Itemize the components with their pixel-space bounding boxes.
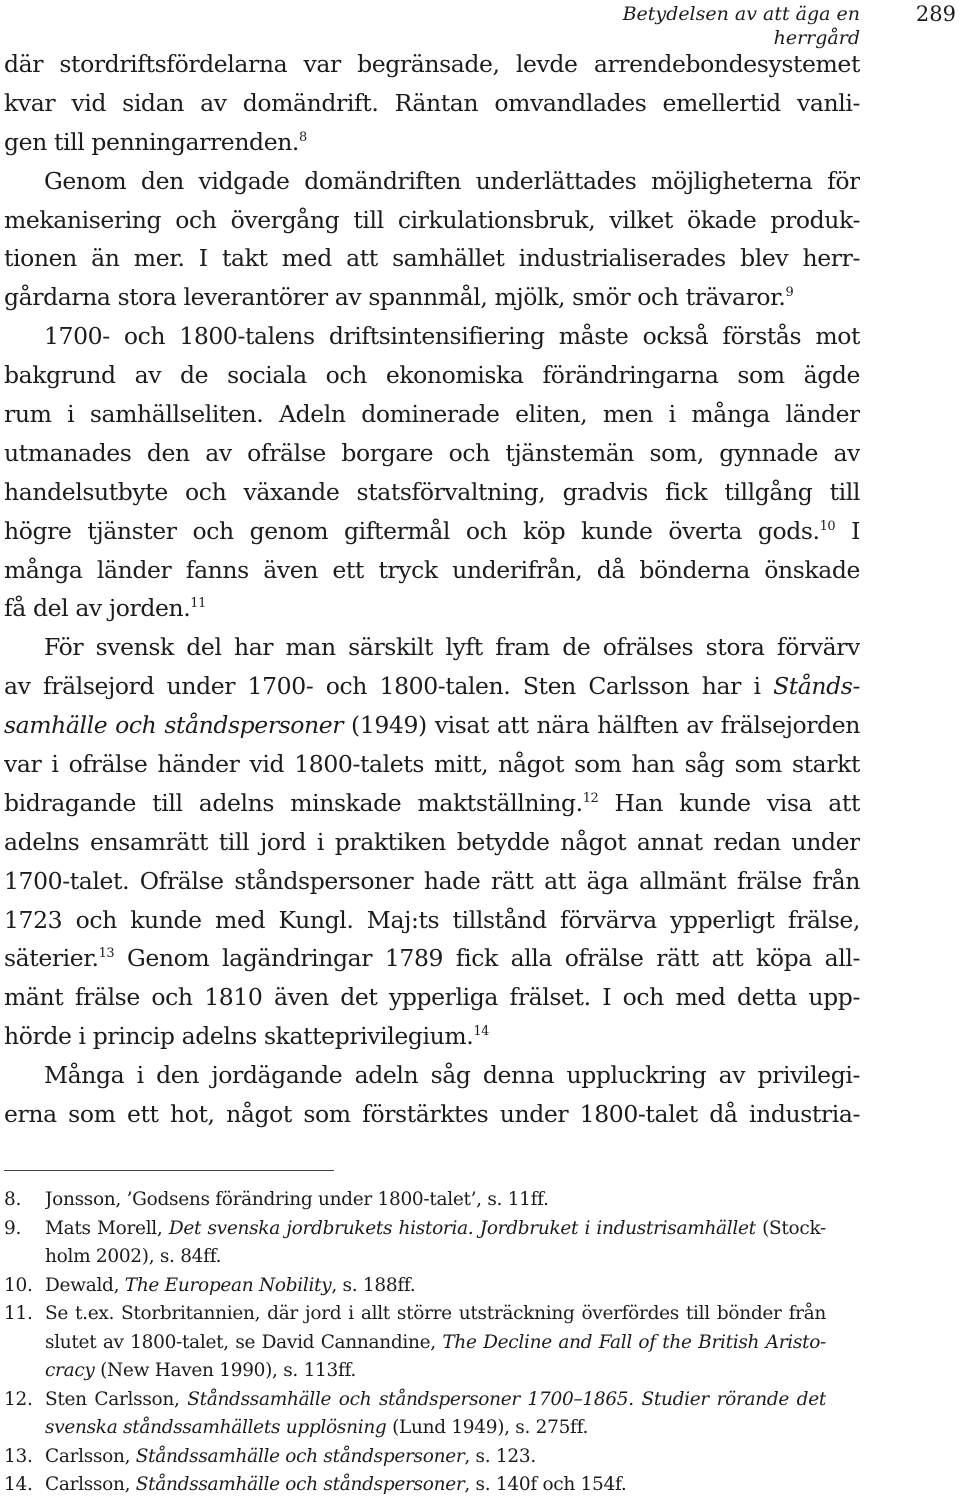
body-line: erna som ett hot, något som förstärktes under 1800-talet då industria- <box>4 1100 860 1129</box>
body-line: samhälle och ståndspersoner (1949) visat att nära hälften av frälsejorden <box>4 711 860 740</box>
body-line: hörde i princip adelns skatteprivilegium.$^{14}$ <box>4 1022 489 1051</box>
footnote-9 <box>4 1215 826 1272</box>
footnote-number: 12. <box>4 1388 33 1410</box>
footnote-12 <box>4 1386 826 1443</box>
body-line: var i ofrälse händer vid 1800-talets mitt, något som han såg som starkt <box>4 750 860 779</box>
body-line: högre tjänster och genom giftermål och köp kunde överta gods.$^{10}$ I <box>4 516 860 545</box>
body-line: adelns ensamrätt till jord i praktiken betydde något annat redan under <box>4 827 860 856</box>
footnote-ref: 14 <box>473 1024 489 1040</box>
footnote-line: Sten Carlsson, Ståndssamhälle och ståndspersoner 1700–1865. Studier rörande det <box>45 1388 826 1410</box>
body-line: gen till penningarrenden.$^8$ <box>4 127 307 156</box>
book-title: samhälle och ståndspersoner <box>4 711 344 740</box>
body-line: 1700- och 1800-talens driftsintensifiering måste också förstås mot <box>44 322 860 351</box>
footnote-14 <box>4 1471 826 1500</box>
body-line: Många i den jordägande adeln såg denna uppluckring av privilegi- <box>44 1061 860 1090</box>
footnote-ref: 10 <box>819 518 836 534</box>
footnote-line: Dewald, The European Nobility, s. 188ff. <box>45 1274 416 1296</box>
footnote-number: 9. <box>4 1217 22 1239</box>
footnote-number: 11. <box>4 1303 33 1324</box>
footnote-ref: 11 <box>190 596 206 612</box>
footnote-number: 10. <box>4 1274 33 1296</box>
body-line: Genom den vidgade domändriften underlättades möjligheterna för <box>44 166 860 195</box>
footnote-separator <box>4 1170 334 1171</box>
footnote-ref: 9 <box>785 285 794 301</box>
footnote-13 <box>4 1443 826 1472</box>
body-line: handelsutbyte och växande statsförvaltning, gradvis fick tillgång till <box>4 477 860 506</box>
footnote-line: Jonsson, ’Godsens förändring under 1800-talet’, s. 11ff. <box>45 1189 549 1210</box>
book-title: Stånds- <box>773 672 860 701</box>
body-line: mekanisering och övergång till cirkulationsbruk, vilket ökade produk- <box>4 205 860 234</box>
footnote-ref: 8 <box>299 129 307 145</box>
body-line: tionen än mer. I takt med att samhället industrialiserades blev herr- <box>4 244 860 273</box>
body-line: få del av jorden.$^{11}$ <box>4 594 206 623</box>
footnote-number: 8. <box>4 1189 22 1210</box>
body-line: mänt frälse och 1810 även det ypperliga frälset. I och med detta upp- <box>4 983 860 1012</box>
body-line: 1700-talet. Ofrälse ståndspersoner hade rätt att äga allmänt frälse från <box>4 866 860 895</box>
footnote-ref: 13 <box>98 946 115 962</box>
body-line: av frälsejord under 1700- och 1800-talen. Sten Carlsson har i Stånds- <box>4 672 860 701</box>
footnote-10 <box>4 1272 826 1301</box>
footnote-line: Carlsson, Ståndssamhälle och ståndspersoner, s. 140f och 154f. <box>45 1474 627 1495</box>
body-line: många länder fanns även ett tryck underifrån, då bönderna önskade <box>4 555 860 584</box>
body-line: 1723 och kunde med Kungl. Maj:ts tillstånd förvärva ypperligt frälse, <box>4 905 860 934</box>
page-number: 289 <box>915 2 956 26</box>
body-line: gårdarna stora leverantörer av spannmål, mjölk, smör och trävaror.$^9$ <box>4 283 794 312</box>
footnote-line: Se t.ex. Storbritannien, där jord i allt större utsträckning överfördes till bönder från <box>45 1303 826 1324</box>
footnote-11 <box>4 1300 826 1386</box>
running-header-title: Betydelsen av att äga en herrgård <box>622 3 860 49</box>
body-line: För svensk del har man särskilt lyft fram de ofrälses stora förvärv <box>44 633 860 662</box>
body-line: rum i samhällseliten. Adeln dominerade eliten, men i många länder <box>4 400 860 429</box>
body-line: säterier.$^{13}$ Genom lagändringar 1789 fick alla ofrälse rätt att köpa all- <box>4 944 860 973</box>
body-line: där stordriftsfördelarna var begränsade, levde arrendebondesystemet <box>4 50 860 78</box>
body-line: bakgrund av de sociala och ekonomiska förändringarna som ägde <box>4 361 860 390</box>
footnote-line: svenska ståndssamhällets upplösning (Lund 1949), s. 275ff. <box>45 1417 589 1438</box>
footnote-line: Mats Morell, Det svenska jordbrukets historia. Jordbruket i industrisamhället (Stock- <box>45 1217 826 1239</box>
footnote-line: slutet av 1800-talet, se David Cannandine, The Decline and Fall of the British Aristo- <box>45 1331 826 1353</box>
body-line: utmanades den av ofrälse borgare och tjänstemän som, gynnade av <box>4 438 860 467</box>
footnote-line: holm 2002), s. 84ff. <box>45 1246 222 1267</box>
footnotes <box>4 1186 826 1500</box>
footnote-8 <box>4 1186 826 1215</box>
body-line: bidragande till adelns minskade maktställning.$^{12}$ Han kunde visa att <box>4 788 860 817</box>
footnote-line: cracy (New Haven 1990), s. 113ff. <box>45 1360 356 1381</box>
body-text <box>4 45 860 1134</box>
footnote-ref: 12 <box>582 790 599 806</box>
body-line: kvar vid sidan av domändrift. Räntan omvandlades emellertid vanli- <box>4 88 860 117</box>
footnote-number: 14. <box>4 1474 33 1495</box>
footnote-line: Carlsson, Ståndssamhälle och ståndspersoner, s. 123. <box>45 1445 536 1467</box>
footnote-number: 13. <box>4 1445 33 1467</box>
